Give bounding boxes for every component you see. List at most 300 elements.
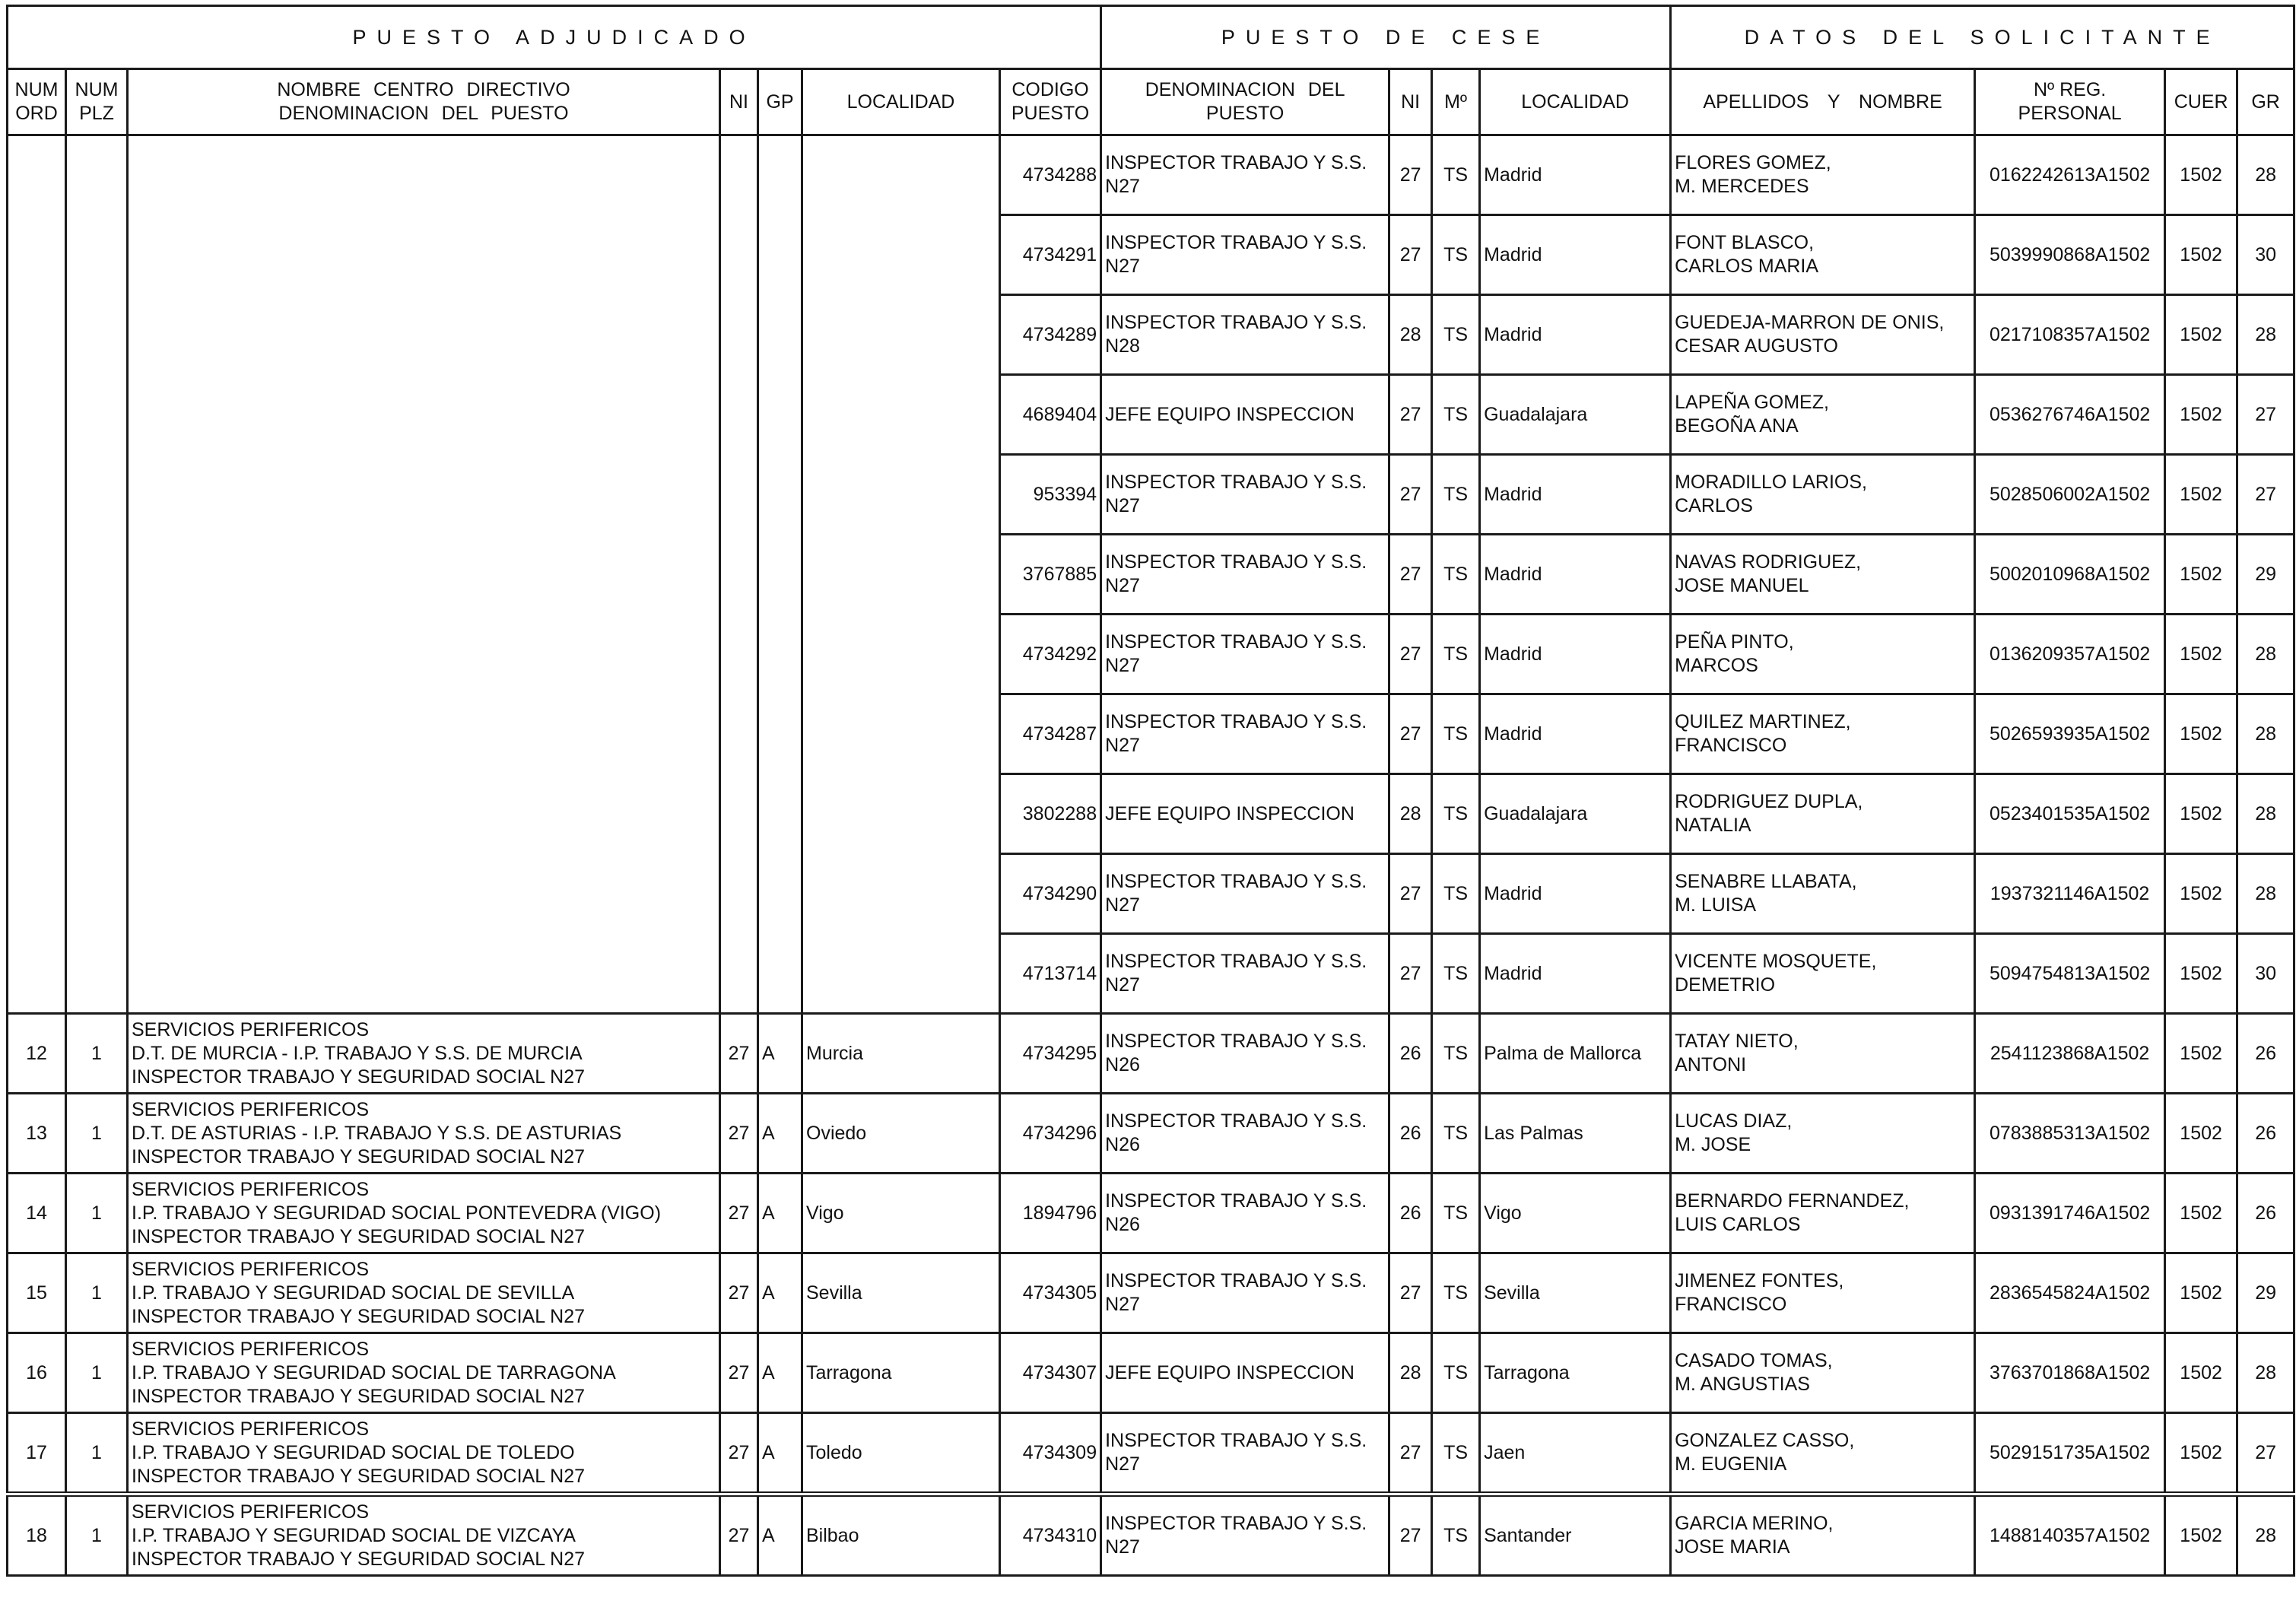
cell-nombre-centro <box>128 1413 720 1495</box>
cell-denominacion-line: N27 <box>1105 974 1140 996</box>
cell-apellidos-nombre <box>1671 295 1975 375</box>
cell-ni-cese: 28 <box>1389 774 1432 854</box>
cell-denominacion <box>1101 1495 1389 1576</box>
col-nreg-line1: Nº REG. <box>2033 79 2107 100</box>
cell-nombre-centro <box>128 1495 720 1576</box>
cell-denominacion-line: N27 <box>1105 1536 1140 1558</box>
cell-denominacion <box>1101 215 1389 295</box>
cell-denominacion-line: N27 <box>1105 894 1140 916</box>
cell-localidad: Sevilla <box>802 1253 1000 1333</box>
cell-nombre-centro-line: I.P. TRABAJO Y SEGURIDAD SOCIAL DE TARRAGONA <box>132 1361 616 1383</box>
cell-denominacion-line: N26 <box>1105 1054 1140 1075</box>
col-cuer: CUER <box>2165 69 2237 135</box>
cell-gr: 28 <box>2237 135 2294 215</box>
table-row <box>8 854 2294 934</box>
cell-gp <box>758 535 802 615</box>
cell-denominacion <box>1101 694 1389 774</box>
cell-nombre-centro-line: SERVICIOS PERIFERICOS <box>132 1018 370 1040</box>
cell-denominacion-line: INSPECTOR TRABAJO Y S.S. <box>1105 1430 1367 1451</box>
cell-apellidos-nombre <box>1671 1333 1975 1413</box>
cell-cuer: 1502 <box>2165 1333 2237 1413</box>
cell-localidad <box>802 135 1000 215</box>
cell-nreg-personal: 5039990868A1502 <box>1975 215 2165 295</box>
cell-num-plz: 1 <box>66 1413 128 1495</box>
cell-codigo-puesto: 4734291 <box>1000 215 1101 295</box>
cell-apellidos-nombre-line: GONZALEZ CASSO, <box>1675 1430 1855 1451</box>
cell-gp <box>758 774 802 854</box>
cell-gr: 28 <box>2237 854 2294 934</box>
cell-denominacion-line: N28 <box>1105 335 1140 357</box>
cell-m: TS <box>1432 615 1480 694</box>
cell-denominacion-line: INSPECTOR TRABAJO Y S.S. <box>1105 1513 1367 1534</box>
cell-codigo-puesto: 4734295 <box>1000 1014 1101 1094</box>
cell-gr: 29 <box>2237 535 2294 615</box>
cell-codigo-puesto: 4734287 <box>1000 694 1101 774</box>
cell-nreg-personal: 5026593935A1502 <box>1975 694 2165 774</box>
cell-localidad-cese: Palma de Mallorca <box>1480 1014 1671 1094</box>
cell-apellidos-nombre-line: FLORES GOMEZ, <box>1675 152 1831 173</box>
cell-gp: A <box>758 1413 802 1495</box>
col-ni-cese: NI <box>1389 69 1432 135</box>
cell-gp: A <box>758 1333 802 1413</box>
cell-ni-cese: 27 <box>1389 1495 1432 1576</box>
cell-apellidos-nombre-line: FONT BLASCO, <box>1675 232 1815 253</box>
cell-ni: 27 <box>720 1174 758 1253</box>
cell-gp <box>758 615 802 694</box>
cell-denominacion <box>1101 375 1389 455</box>
group-puesto-de-cese: PUESTO DE CESE <box>1101 6 1671 69</box>
cell-nombre-centro <box>128 1253 720 1333</box>
cell-gr: 28 <box>2237 694 2294 774</box>
cell-num-ord <box>8 375 66 455</box>
cell-denominacion <box>1101 934 1389 1014</box>
cell-denominacion-line: JEFE EQUIPO INSPECCION <box>1105 1361 1354 1383</box>
cell-apellidos-nombre <box>1671 135 1975 215</box>
cell-apellidos-nombre-line: M. EUGENIA <box>1675 1453 1787 1475</box>
cell-cuer: 1502 <box>2165 854 2237 934</box>
cell-ni <box>720 215 758 295</box>
cell-apellidos-nombre-line: M. MERCEDES <box>1675 176 1809 197</box>
cell-denominacion <box>1101 615 1389 694</box>
cell-nombre-centro-line: SERVICIOS PERIFERICOS <box>132 1098 370 1120</box>
cell-localidad <box>802 295 1000 375</box>
cell-apellidos-nombre <box>1671 934 1975 1014</box>
cell-gr: 30 <box>2237 215 2294 295</box>
cell-cuer: 1502 <box>2165 1174 2237 1253</box>
col-num-ord-line1: NUM <box>14 79 59 100</box>
cell-ni <box>720 375 758 455</box>
col-nombre-centro <box>128 69 720 135</box>
cell-codigo-puesto: 4734289 <box>1000 295 1101 375</box>
cell-num-ord <box>8 295 66 375</box>
cell-localidad: Tarragona <box>802 1333 1000 1413</box>
cell-num-plz: 1 <box>66 1253 128 1333</box>
cell-apellidos-nombre <box>1671 1253 1975 1333</box>
cell-cuer: 1502 <box>2165 455 2237 535</box>
cell-nombre-centro-line: I.P. TRABAJO Y SEGURIDAD SOCIAL DE VIZCAYA <box>132 1524 576 1546</box>
cell-gr: 28 <box>2237 1333 2294 1413</box>
cell-num-plz <box>66 694 128 774</box>
cell-nombre-centro-line: D.T. DE ASTURIAS - I.P. TRABAJO Y S.S. DE ASTURIAS <box>132 1122 622 1144</box>
cell-localidad <box>802 934 1000 1014</box>
cell-ni: 27 <box>720 1495 758 1576</box>
cell-nreg-personal: 2541123868A1502 <box>1975 1014 2165 1094</box>
cell-apellidos-nombre-line: GUEDEJA-MARRON DE ONIS, <box>1675 312 1945 333</box>
cell-localidad: Toledo <box>802 1413 1000 1495</box>
cell-denominacion-line: N27 <box>1105 1453 1140 1475</box>
cell-ni <box>720 615 758 694</box>
cell-nreg-personal: 0217108357A1502 <box>1975 295 2165 375</box>
cell-num-ord: 16 <box>8 1333 66 1413</box>
cell-ni-cese: 27 <box>1389 215 1432 295</box>
cell-denominacion-line: INSPECTOR TRABAJO Y S.S. <box>1105 152 1367 173</box>
cell-nombre-centro <box>128 215 720 295</box>
cell-ni <box>720 455 758 535</box>
cell-codigo-puesto: 4734288 <box>1000 135 1101 215</box>
cell-localidad-cese: Madrid <box>1480 455 1671 535</box>
col-nombre-centro-line1: NOMBRE CENTRO DIRECTIVO <box>277 79 570 100</box>
cell-nombre-centro-line: SERVICIOS PERIFERICOS <box>132 1338 370 1360</box>
cell-denominacion <box>1101 1094 1389 1174</box>
cell-m: TS <box>1432 535 1480 615</box>
cell-apellidos-nombre-line: NATALIA <box>1675 815 1751 836</box>
cell-localidad <box>802 535 1000 615</box>
cell-nreg-personal: 5029151735A1502 <box>1975 1413 2165 1495</box>
cell-m: TS <box>1432 1094 1480 1174</box>
cell-apellidos-nombre-line: ANTONI <box>1675 1054 1747 1075</box>
table-row <box>8 1413 2294 1495</box>
cell-cuer: 1502 <box>2165 1014 2237 1094</box>
cell-nombre-centro-line: INSPECTOR TRABAJO Y SEGURIDAD SOCIAL N27 <box>132 1465 586 1487</box>
cell-num-plz <box>66 455 128 535</box>
cell-localidad <box>802 375 1000 455</box>
cell-apellidos-nombre-line: DEMETRIO <box>1675 974 1776 996</box>
cell-m: TS <box>1432 375 1480 455</box>
cell-denominacion <box>1101 455 1389 535</box>
column-header-row <box>8 69 2294 135</box>
table-row <box>8 455 2294 535</box>
cell-gr: 29 <box>2237 1253 2294 1333</box>
cell-gr: 27 <box>2237 1413 2294 1495</box>
cell-localidad <box>802 215 1000 295</box>
cell-cuer: 1502 <box>2165 295 2237 375</box>
cell-nombre-centro-line: I.P. TRABAJO Y SEGURIDAD SOCIAL PONTEVEDRA (VIGO) <box>132 1202 662 1224</box>
cell-nombre-centro <box>128 1333 720 1413</box>
cell-localidad <box>802 615 1000 694</box>
cell-apellidos-nombre-line: M. ANGUSTIAS <box>1675 1374 1810 1395</box>
cell-nombre-centro-line: INSPECTOR TRABAJO Y SEGURIDAD SOCIAL N27 <box>132 1225 586 1247</box>
cell-localidad: Oviedo <box>802 1094 1000 1174</box>
cell-apellidos-nombre <box>1671 215 1975 295</box>
cell-denominacion-line: INSPECTOR TRABAJO Y S.S. <box>1105 1110 1367 1132</box>
cell-m: TS <box>1432 854 1480 934</box>
cell-ni-cese: 26 <box>1389 1174 1432 1253</box>
cell-nombre-centro <box>128 1174 720 1253</box>
cell-localidad <box>802 694 1000 774</box>
cell-nreg-personal: 0136209357A1502 <box>1975 615 2165 694</box>
cell-codigo-puesto: 1894796 <box>1000 1174 1101 1253</box>
col-gr: GR <box>2237 69 2294 135</box>
cell-nombre-centro-line: SERVICIOS PERIFERICOS <box>132 1501 370 1523</box>
cell-nombre-centro <box>128 535 720 615</box>
cell-apellidos-nombre-line: NAVAS RODRIGUEZ, <box>1675 551 1862 573</box>
cell-apellidos-nombre-line: QUILEZ MARTINEZ, <box>1675 711 1851 732</box>
cell-ni-cese: 27 <box>1389 934 1432 1014</box>
cell-denominacion-line: N27 <box>1105 735 1140 756</box>
table-row <box>8 1253 2294 1333</box>
cell-nombre-centro <box>128 135 720 215</box>
cell-localidad <box>802 774 1000 854</box>
cell-ni-cese: 27 <box>1389 455 1432 535</box>
cell-gp: A <box>758 1253 802 1333</box>
cell-codigo-puesto: 4734305 <box>1000 1253 1101 1333</box>
cell-apellidos-nombre-line: RODRIGUEZ DUPLA, <box>1675 791 1863 812</box>
cell-m: TS <box>1432 295 1480 375</box>
cell-denominacion <box>1101 295 1389 375</box>
cell-codigo-puesto: 4734292 <box>1000 615 1101 694</box>
cell-ni <box>720 135 758 215</box>
cell-gr: 26 <box>2237 1174 2294 1253</box>
cell-nombre-centro <box>128 934 720 1014</box>
cell-gr: 26 <box>2237 1094 2294 1174</box>
cell-ni <box>720 694 758 774</box>
cell-denominacion-line: N27 <box>1105 1294 1140 1315</box>
cell-denominacion-line: N27 <box>1105 176 1140 197</box>
cell-gp <box>758 215 802 295</box>
cell-gp <box>758 934 802 1014</box>
cell-ni: 27 <box>720 1014 758 1094</box>
cell-m: TS <box>1432 1333 1480 1413</box>
cell-localidad: Vigo <box>802 1174 1000 1253</box>
cell-denominacion-line: N27 <box>1105 655 1140 676</box>
cell-codigo-puesto: 4689404 <box>1000 375 1101 455</box>
cell-gr: 28 <box>2237 615 2294 694</box>
cell-num-plz <box>66 295 128 375</box>
cell-num-plz <box>66 135 128 215</box>
cell-denominacion-line: INSPECTOR TRABAJO Y S.S. <box>1105 232 1367 253</box>
cell-num-ord <box>8 694 66 774</box>
cell-gp <box>758 295 802 375</box>
cell-gp: A <box>758 1495 802 1576</box>
cell-denominacion <box>1101 535 1389 615</box>
cell-ni: 27 <box>720 1253 758 1333</box>
cell-nombre-centro-line: I.P. TRABAJO Y SEGURIDAD SOCIAL DE TOLEDO <box>132 1441 575 1463</box>
col-gp: GP <box>758 69 802 135</box>
cell-m: TS <box>1432 1495 1480 1576</box>
table-row <box>8 615 2294 694</box>
cell-num-ord: 15 <box>8 1253 66 1333</box>
cell-codigo-puesto: 3767885 <box>1000 535 1101 615</box>
cell-denominacion-line: INSPECTOR TRABAJO Y S.S. <box>1105 1270 1367 1291</box>
cell-num-ord <box>8 615 66 694</box>
cell-ni-cese: 27 <box>1389 535 1432 615</box>
cell-nombre-centro-line: D.T. DE MURCIA - I.P. TRABAJO Y S.S. DE MURCIA <box>132 1042 583 1064</box>
cell-codigo-puesto: 4734307 <box>1000 1333 1101 1413</box>
cell-nombre-centro <box>128 1014 720 1094</box>
cell-gp <box>758 694 802 774</box>
cell-num-plz <box>66 375 128 455</box>
cell-ni <box>720 295 758 375</box>
cell-cuer: 1502 <box>2165 694 2237 774</box>
cell-nreg-personal: 3763701868A1502 <box>1975 1333 2165 1413</box>
cell-apellidos-nombre-line: CARLOS MARIA <box>1675 256 1819 277</box>
cell-nombre-centro-line: SERVICIOS PERIFERICOS <box>132 1258 370 1280</box>
cell-denominacion-line: JEFE EQUIPO INSPECCION <box>1105 802 1354 824</box>
cell-num-ord <box>8 455 66 535</box>
cell-apellidos-nombre-line: SENABRE LLABATA, <box>1675 871 1857 892</box>
cell-apellidos-nombre-line: MORADILLO LARIOS, <box>1675 472 1867 493</box>
cell-denominacion-line: N27 <box>1105 256 1140 277</box>
cell-denominacion <box>1101 854 1389 934</box>
cell-gr: 27 <box>2237 375 2294 455</box>
cell-apellidos-nombre-line: FRANCISCO <box>1675 1294 1787 1315</box>
cell-nombre-centro <box>128 295 720 375</box>
cell-denominacion <box>1101 1333 1389 1413</box>
cell-num-ord: 17 <box>8 1413 66 1495</box>
cell-num-ord <box>8 215 66 295</box>
cell-nombre-centro-line: SERVICIOS PERIFERICOS <box>132 1418 370 1440</box>
cell-codigo-puesto: 3802288 <box>1000 774 1101 854</box>
cell-denominacion-line: INSPECTOR TRABAJO Y S.S. <box>1105 1190 1367 1212</box>
group-header-row <box>8 6 2294 69</box>
cell-num-ord: 12 <box>8 1014 66 1094</box>
col-codigo-line1: CODIGO <box>1011 79 1089 100</box>
cell-m: TS <box>1432 215 1480 295</box>
cell-ni-cese: 27 <box>1389 615 1432 694</box>
table-row <box>8 1174 2294 1253</box>
cell-denominacion-line: INSPECTOR TRABAJO Y S.S. <box>1105 871 1367 892</box>
cell-ni-cese: 26 <box>1389 1094 1432 1174</box>
cell-nombre-centro-line: INSPECTOR TRABAJO Y SEGURIDAD SOCIAL N27 <box>132 1385 586 1407</box>
cell-ni: 27 <box>720 1094 758 1174</box>
cell-nombre-centro-line: INSPECTOR TRABAJO Y SEGURIDAD SOCIAL N27 <box>132 1145 586 1167</box>
cell-localidad-cese: Tarragona <box>1480 1333 1671 1413</box>
cell-denominacion-line: N26 <box>1105 1134 1140 1155</box>
cell-cuer: 1502 <box>2165 774 2237 854</box>
cell-apellidos-nombre <box>1671 1495 1975 1576</box>
col-localidad-cese: LOCALIDAD <box>1480 69 1671 135</box>
cell-nreg-personal: 0536276746A1502 <box>1975 375 2165 455</box>
col-num-plz-line1: NUM <box>75 79 119 100</box>
table-row <box>8 1094 2294 1174</box>
cell-m: TS <box>1432 1174 1480 1253</box>
cell-apellidos-nombre <box>1671 1413 1975 1495</box>
col-m: Mº <box>1432 69 1480 135</box>
cell-localidad-cese: Guadalajara <box>1480 774 1671 854</box>
cell-m: TS <box>1432 1413 1480 1495</box>
table-body <box>8 135 2294 1576</box>
cell-apellidos-nombre-line: BEGOÑA ANA <box>1675 415 1799 437</box>
cell-nreg-personal: 5028506002A1502 <box>1975 455 2165 535</box>
group-datos-solicitante: DATOS DEL SOLICITANTE <box>1671 6 2294 69</box>
cell-apellidos-nombre-line: TATAY NIETO, <box>1675 1031 1799 1052</box>
cell-codigo-puesto: 4734290 <box>1000 854 1101 934</box>
cell-nombre-centro-line: INSPECTOR TRABAJO Y SEGURIDAD SOCIAL N27 <box>132 1548 586 1570</box>
col-nreg-personal <box>1975 69 2165 135</box>
cell-apellidos-nombre-line: M. JOSE <box>1675 1134 1751 1155</box>
cell-localidad <box>802 854 1000 934</box>
cell-cuer: 1502 <box>2165 1495 2237 1576</box>
cell-codigo-puesto: 953394 <box>1000 455 1101 535</box>
cell-localidad-cese: Madrid <box>1480 535 1671 615</box>
cell-gr: 28 <box>2237 1495 2294 1576</box>
cell-num-ord: 13 <box>8 1094 66 1174</box>
table-row <box>8 1333 2294 1413</box>
cell-num-ord <box>8 774 66 854</box>
cell-ni-cese: 26 <box>1389 1014 1432 1094</box>
table-row <box>8 375 2294 455</box>
cell-nreg-personal: 5094754813A1502 <box>1975 934 2165 1014</box>
cell-cuer: 1502 <box>2165 615 2237 694</box>
cell-gr: 30 <box>2237 934 2294 1014</box>
cell-num-ord: 18 <box>8 1495 66 1576</box>
cell-gr: 27 <box>2237 455 2294 535</box>
cell-nreg-personal: 0162242613A1502 <box>1975 135 2165 215</box>
cell-apellidos-nombre <box>1671 375 1975 455</box>
cell-apellidos-nombre <box>1671 694 1975 774</box>
cell-nreg-personal: 0523401535A1502 <box>1975 774 2165 854</box>
cell-apellidos-nombre-line: LUCAS DIAZ, <box>1675 1110 1793 1132</box>
cell-apellidos-nombre-line: JOSE MANUEL <box>1675 575 1809 596</box>
table-row <box>8 295 2294 375</box>
cell-localidad-cese: Las Palmas <box>1480 1094 1671 1174</box>
col-num-plz <box>66 69 128 135</box>
cell-cuer: 1502 <box>2165 1094 2237 1174</box>
cell-num-ord <box>8 135 66 215</box>
cell-denominacion-line: N27 <box>1105 495 1140 516</box>
cell-num-plz: 1 <box>66 1094 128 1174</box>
cell-num-plz: 1 <box>66 1014 128 1094</box>
cell-denominacion <box>1101 135 1389 215</box>
col-localidad: LOCALIDAD <box>802 69 1000 135</box>
cell-localidad-cese: Madrid <box>1480 694 1671 774</box>
cell-nombre-centro-line: SERVICIOS PERIFERICOS <box>132 1178 370 1200</box>
cell-localidad-cese: Madrid <box>1480 615 1671 694</box>
cell-apellidos-nombre-line: LAPEÑA GOMEZ, <box>1675 392 1829 413</box>
col-codigo-puesto <box>1000 69 1101 135</box>
cell-localidad-cese: Madrid <box>1480 215 1671 295</box>
cell-codigo-puesto: 4734309 <box>1000 1413 1101 1495</box>
cell-gp: A <box>758 1014 802 1094</box>
cell-denominacion-line: INSPECTOR TRABAJO Y S.S. <box>1105 1031 1367 1052</box>
cell-localidad-cese: Vigo <box>1480 1174 1671 1253</box>
cell-cuer: 1502 <box>2165 1413 2237 1495</box>
table-row <box>8 934 2294 1014</box>
cell-denominacion-line: N27 <box>1105 575 1140 596</box>
col-num-ord-line2: ORD <box>15 103 58 124</box>
cell-nombre-centro <box>128 615 720 694</box>
cell-ni-cese: 27 <box>1389 854 1432 934</box>
cell-ni-cese: 27 <box>1389 1253 1432 1333</box>
cell-num-plz <box>66 774 128 854</box>
cell-num-plz <box>66 615 128 694</box>
cell-denominacion <box>1101 1014 1389 1094</box>
cell-localidad-cese: Jaen <box>1480 1413 1671 1495</box>
cell-apellidos-nombre <box>1671 774 1975 854</box>
cell-apellidos-nombre-line: FRANCISCO <box>1675 735 1787 756</box>
cell-localidad <box>802 455 1000 535</box>
cell-codigo-puesto: 4734310 <box>1000 1495 1101 1576</box>
cell-gp <box>758 455 802 535</box>
cell-apellidos-nombre <box>1671 535 1975 615</box>
cell-nreg-personal: 1488140357A1502 <box>1975 1495 2165 1576</box>
cell-apellidos-nombre-line: JOSE MARIA <box>1675 1536 1790 1558</box>
cell-ni: 27 <box>720 1413 758 1495</box>
table-row <box>8 215 2294 295</box>
cell-ni-cese: 27 <box>1389 375 1432 455</box>
cell-gp: A <box>758 1174 802 1253</box>
cell-m: TS <box>1432 934 1480 1014</box>
